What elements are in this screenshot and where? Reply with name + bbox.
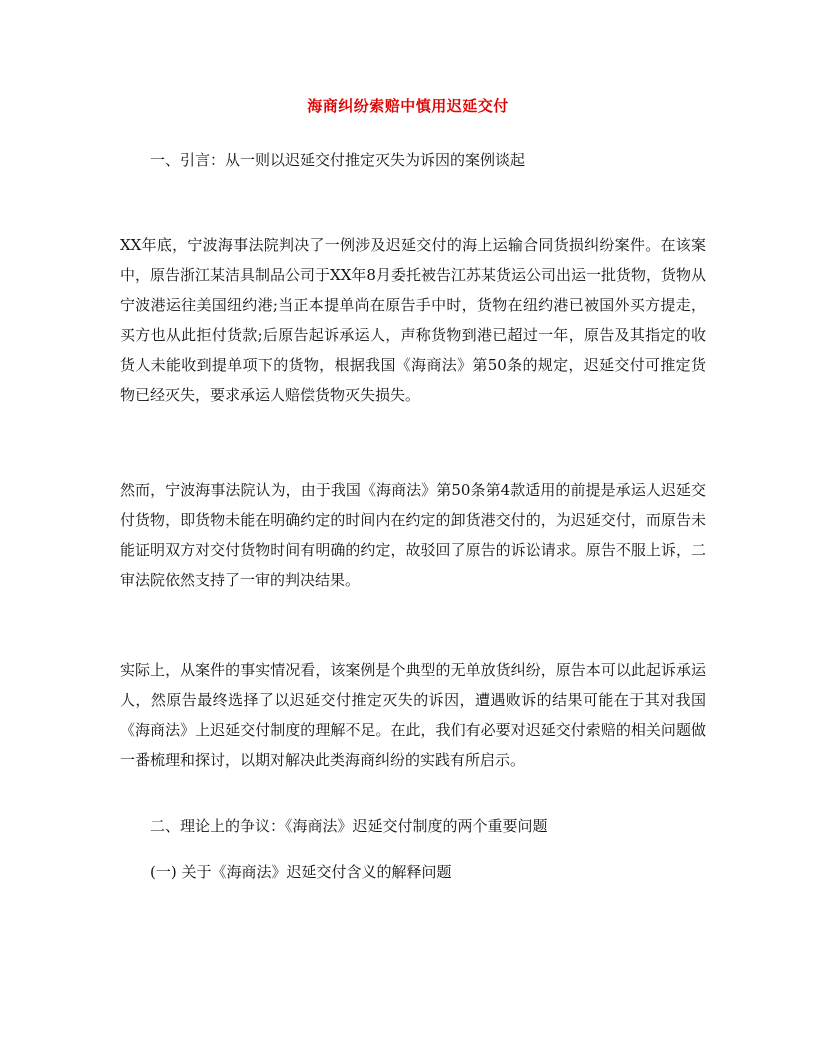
section-heading-introduction: 一、引言：从一则以迟延交付推定灭失为诉因的案例谈起: [150, 151, 526, 169]
section-heading-theoretical-dispute: 二、理论上的争议：《海商法》迟延交付制度的两个重要问题: [150, 817, 548, 835]
paragraph-case-background: XX年底，宁波海事法院判决了一例涉及迟延交付的海上运输合同货损纠纷案件。在该案中，原告浙江某洁具制品公司于XX年8月委托被告江苏某货运公司出运一批货物，货物从宁波港运往美国纽约港;当正本提单尚在原告手中时，货物在纽约港已被国外买方提走，买方也从此拒付货款;后原告起诉承运人，声称货物到港已超过一年，原告及其指定的收货人未能收到提单项下的货物，根据我国《海商法》第50条的规定，迟延交付可推定货物已经灭失，要求承运人赔偿货物灭失损失。: [120, 236, 706, 404]
paragraph-analysis: 实际上，从案件的事实情况看，该案例是个典型的无单放货纠纷，原告本可以此起诉承运人，然原告最终选择了以迟延交付推定灭失的诉因，遭遇败诉的结果可能在于其对我国《海商法》上迟延交付制度的理解不足。在此，我们有必要对迟延交付索赔的相关问题做一番梳理和探讨，以期对解决此类海商纠纷的实践有所启示。: [120, 661, 706, 769]
document-title: 海商纠纷索赔中慎用迟延交付: [307, 97, 509, 115]
subsection-heading-definition: (一) 关于《海商法》迟延交付含义的解释问题: [150, 863, 452, 881]
paragraph-court-ruling: 然而，宁波海事法院认为，由于我国《海商法》第50条第4款适用的前提是承运人迟延交付货物，即货物未能在明确约定的时间内在约定的卸货港交付的，为迟延交付，而原告未能证明双方对交付货物时间有明确的约定，故驳回了原告的诉讼请求。原告不服上诉，二审法院依然支持了一审的判决结果。: [120, 481, 706, 589]
